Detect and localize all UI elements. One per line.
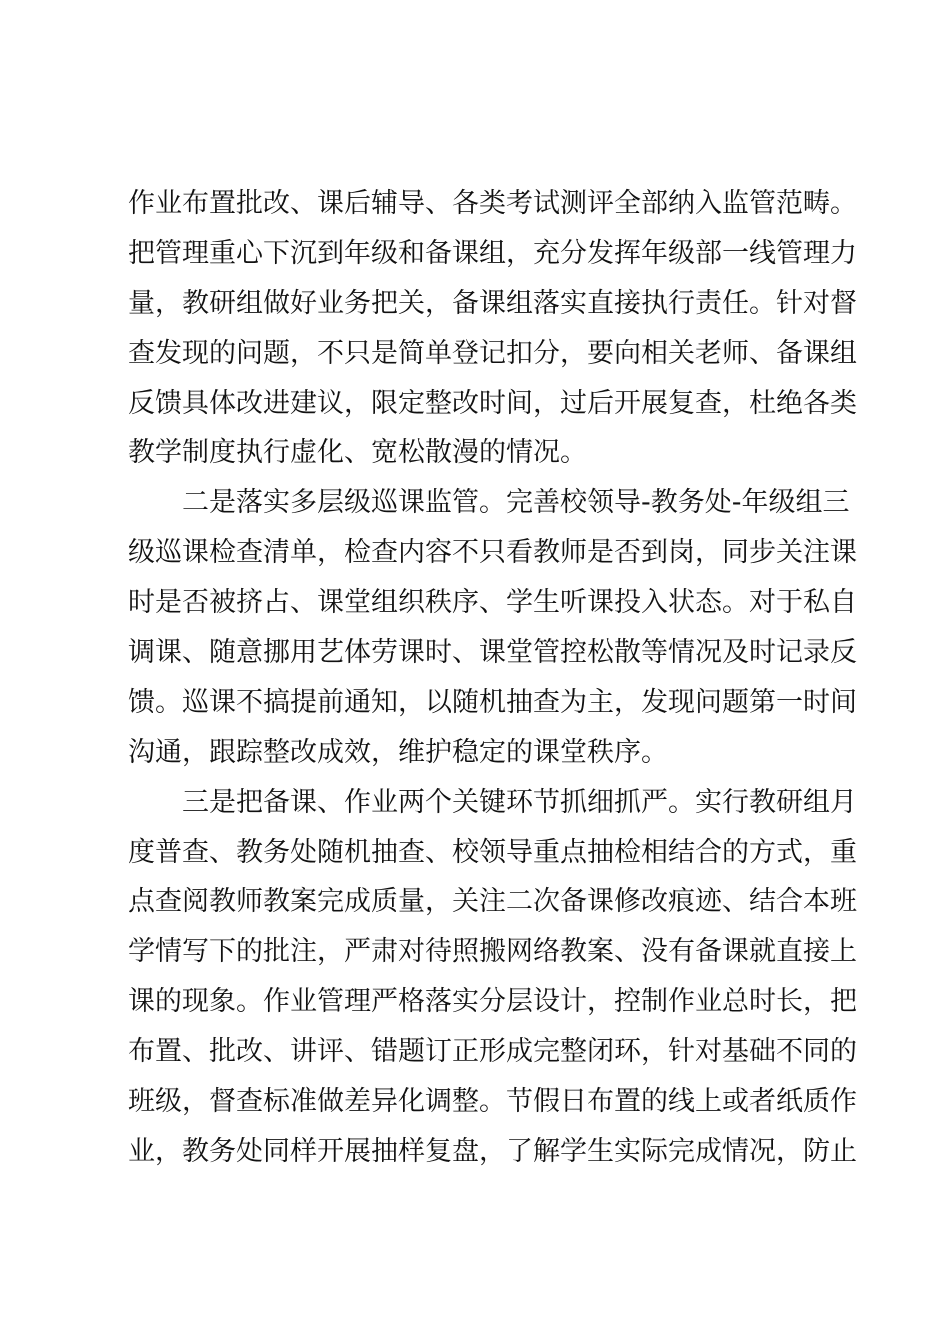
text-line: 布置、批改、讲评、错题订正形成完整闭环，针对基础不同的 [128,1036,857,1068]
text-line: 教学制度执行虚化、宽松散漫的情况。 [128,437,587,469]
text-line: 时是否被挤占、课堂组织秩序、学生听课投入状态。对于私自 [128,587,857,619]
text-line: 三是把备课、作业两个关键环节抓细抓严。实行教研组月 [128,786,857,818]
text-line: 级巡课检查清单，检查内容不只看教师是否到岗，同步关注课 [128,537,857,569]
text-line: 业，教务处同样开展抽样复盘，了解学生实际完成情况，防止 [128,1135,857,1167]
text-line: 点查阅教师教案完成质量，关注二次备课修改痕迹、结合本班 [128,886,857,918]
body-text [128,179,857,1177]
text-line: 学情写下的批注，严肃对待照搬网络教案、没有备课就直接上 [128,936,857,968]
text-line: 度普查、教务处随机抽查、校领导重点抽检相结合的方式，重 [128,836,857,868]
text-line: 课的现象。作业管理严格落实分层设计，控制作业总时长，把 [128,986,857,1018]
text-line: 馈。巡课不搞提前通知，以随机抽查为主，发现问题第一时间 [128,686,857,718]
text-line: 作业布置批改、课后辅导、各类考试测评全部纳入监管范畴。 [128,188,857,219]
text-line: 调课、随意挪用艺体劳课时、课堂管控松散等情况及时记录反 [128,637,857,669]
text-line: 班级，督查标准做差异化调整。节假日布置的线上或者纸质作 [128,1086,857,1118]
text-line: 二是落实多层级巡课监管。完善校领导-教务处-年级组三 [128,487,850,519]
text-line: 把管理重心下沉到年级和备课组，充分发挥年级部一线管理力 [128,237,857,269]
text-line: 量，教研组做好业务把关，备课组落实直接执行责任。针对督 [128,287,857,319]
text-line: 沟通，跟踪整改成效，维护稳定的课堂秩序。 [128,736,668,768]
text-line: 查发现的问题，不只是简单登记扣分，要向相关老师、备课组 [128,337,857,369]
text-line: 反馈具体改进建议，限定整改时间，过后开展复查，杜绝各类 [128,387,857,419]
